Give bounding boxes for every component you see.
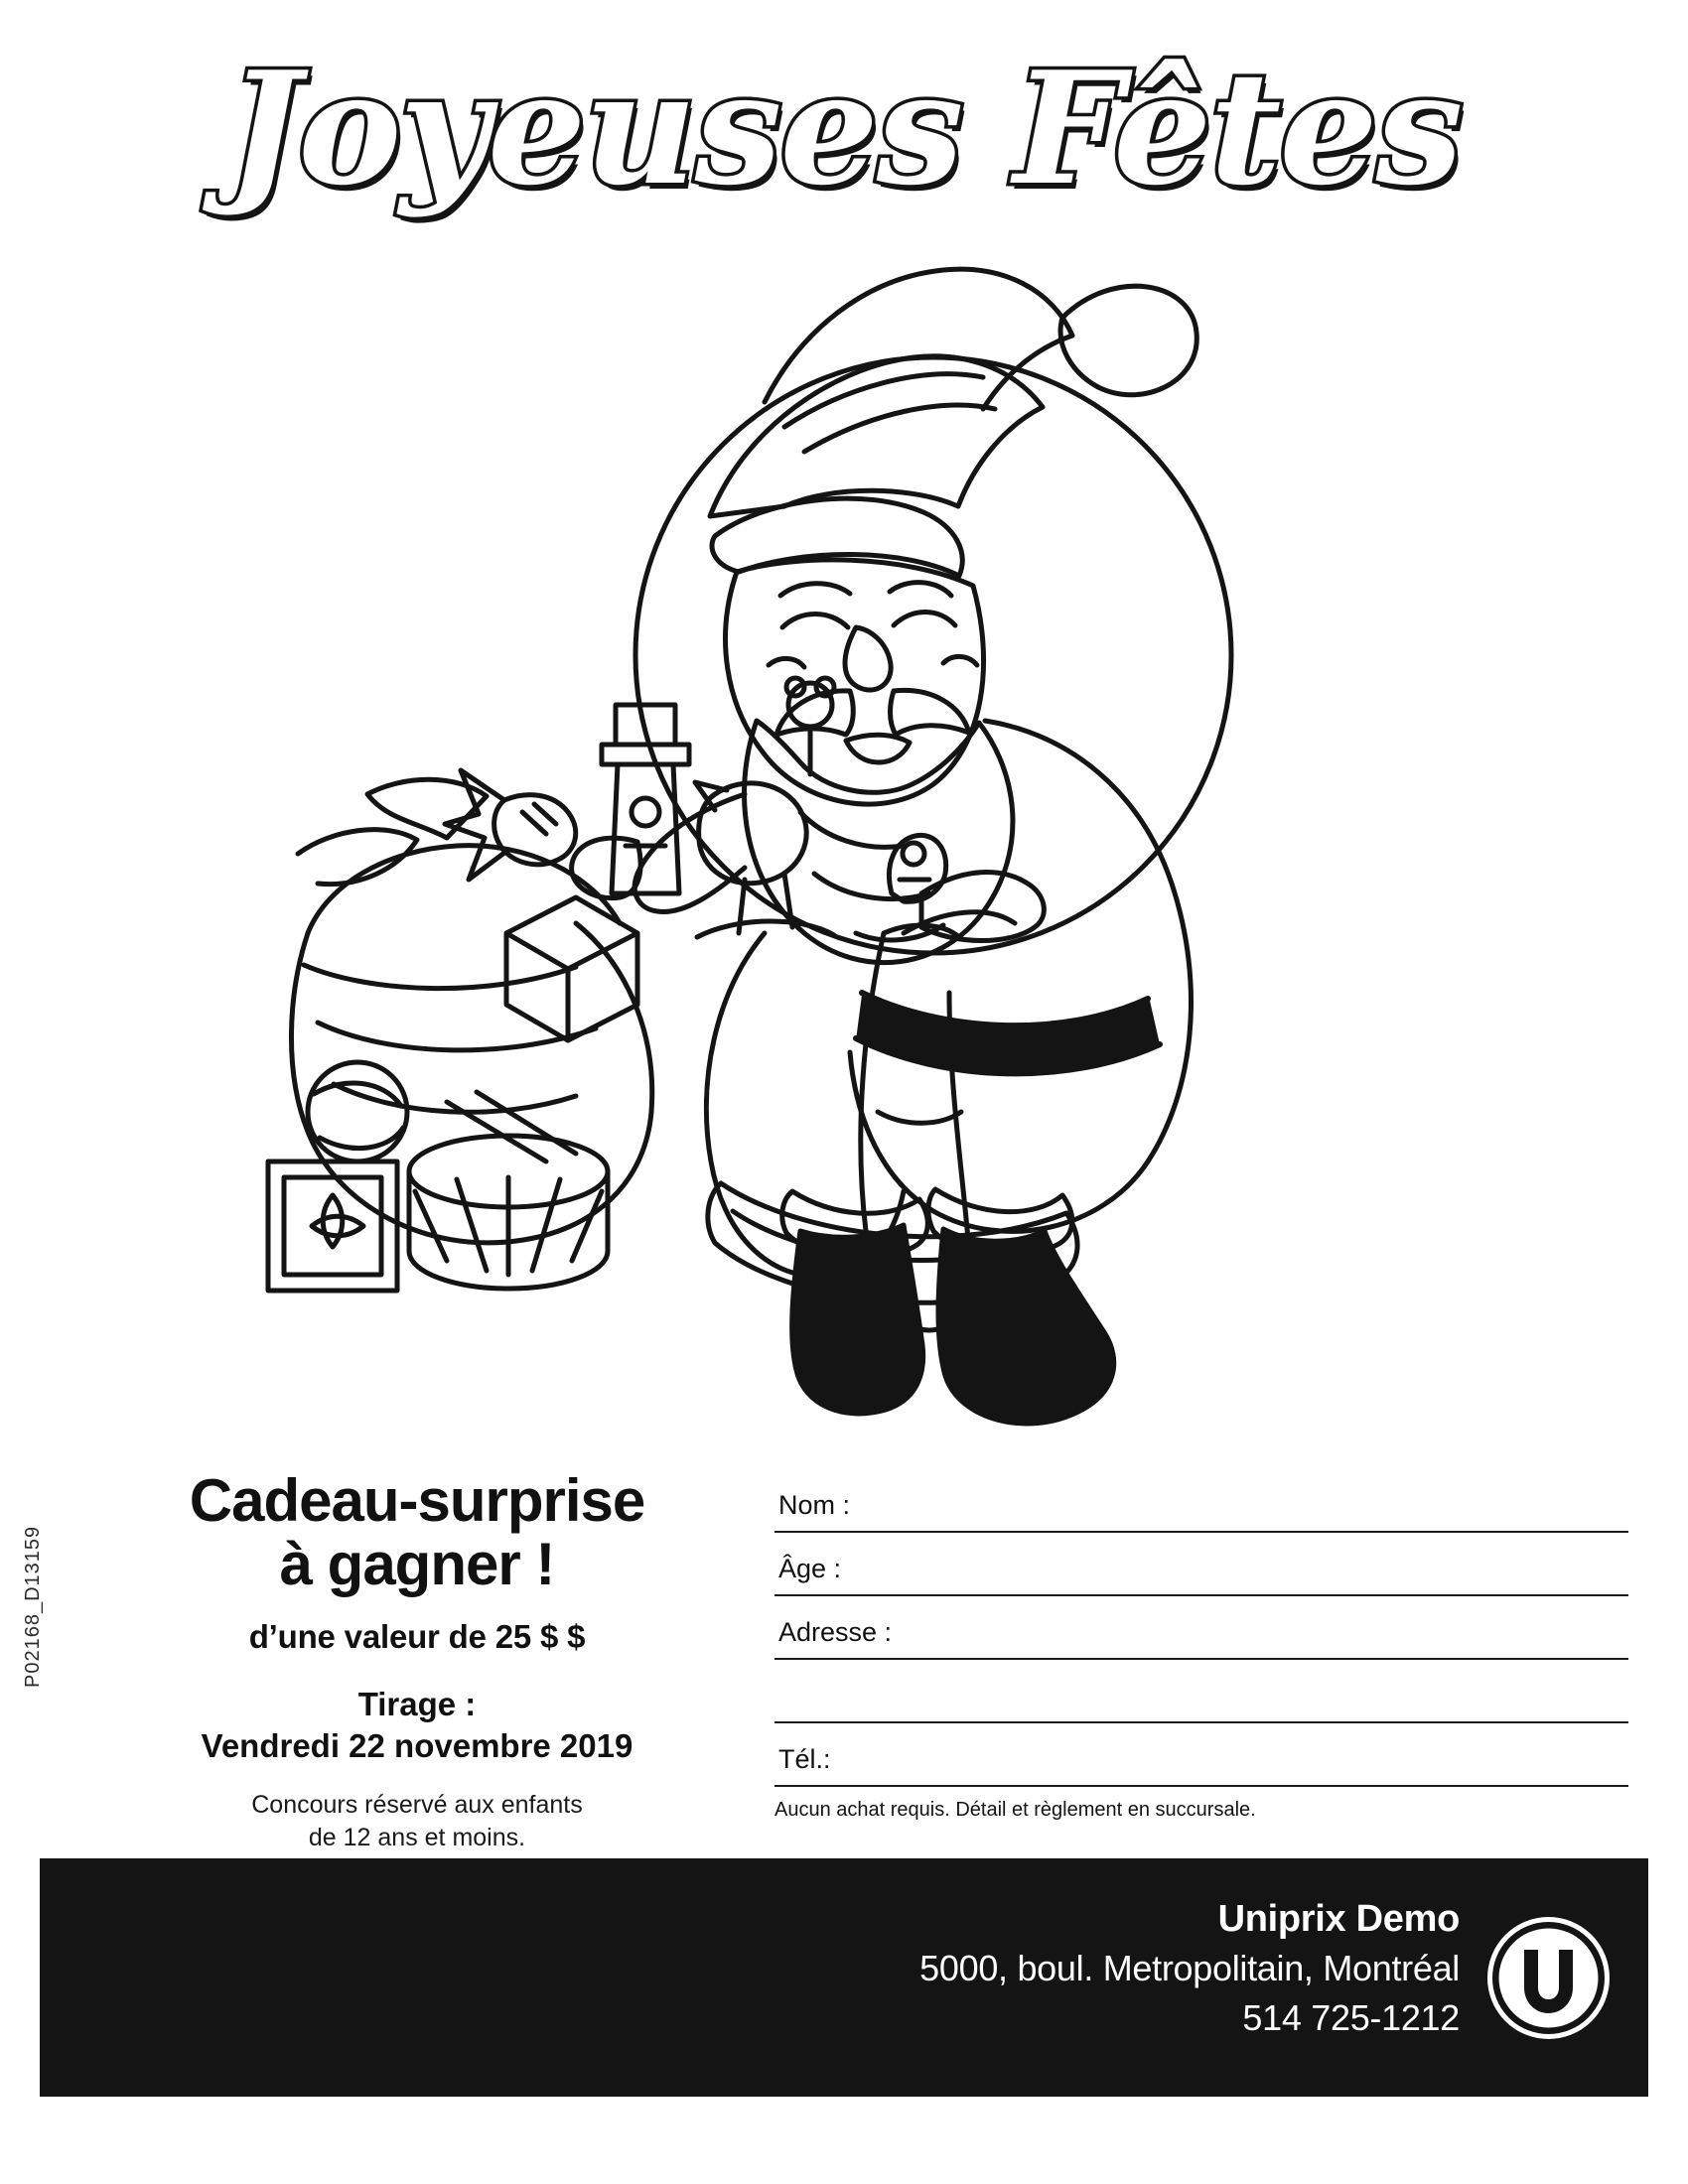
promo-headline-line1: Cadeau-surprise [189, 1467, 645, 1534]
form-label-nom: Nom : [778, 1490, 851, 1520]
form-field-age[interactable] [774, 1533, 1628, 1596]
store-name: Uniprix Demo [1217, 1898, 1460, 1940]
form-label-tel: Tél.: [778, 1744, 831, 1774]
store-phone: 514 725-1212 [1242, 1997, 1460, 2038]
promo-restriction [109, 1789, 725, 1854]
store-footer-bar [40, 1858, 1648, 2097]
form-field-tel[interactable] [774, 1723, 1628, 1787]
poster-title [0, 30, 1688, 258]
promo-restriction-line2: de 12 ans et moins. [308, 1824, 526, 1851]
promo-draw-date: Vendredi 22 novembre 2019 [201, 1727, 633, 1764]
store-address: 5000, boul. Metropolitain, Montréal [919, 1948, 1460, 1988]
page-title: Joyeuses Fêtes [226, 38, 1462, 219]
promo-value-line: d’une valeur de 25 $ $ [248, 1618, 586, 1655]
uniprix-u-logo [1486, 1916, 1611, 2040]
form-field-adresse[interactable] [774, 1596, 1628, 1660]
promo-copy [109, 1469, 725, 1854]
form-label-adresse: Adresse : [778, 1617, 893, 1647]
form-field-adresse-line2[interactable] [774, 1660, 1628, 1723]
form-disclaimer: Aucun achat requis. Détail et règlement en succursale. [774, 1799, 1256, 1821]
store-info [919, 1894, 1460, 2043]
promo-draw-label: Tirage : [357, 1686, 477, 1722]
promo-headline-line2: à gagner ! [279, 1531, 555, 1597]
entry-form [774, 1469, 1628, 1822]
santa-with-toy-sack-illustration [248, 238, 1420, 1439]
form-field-nom[interactable] [774, 1469, 1628, 1533]
promo-draw-block [109, 1684, 725, 1767]
promo-restriction-line1: Concours réservé aux enfants [251, 1791, 583, 1819]
form-label-age: Âge : [778, 1554, 842, 1583]
promo-headline [109, 1469, 725, 1596]
reference-code: P02168_D13159 [22, 1525, 44, 1688]
